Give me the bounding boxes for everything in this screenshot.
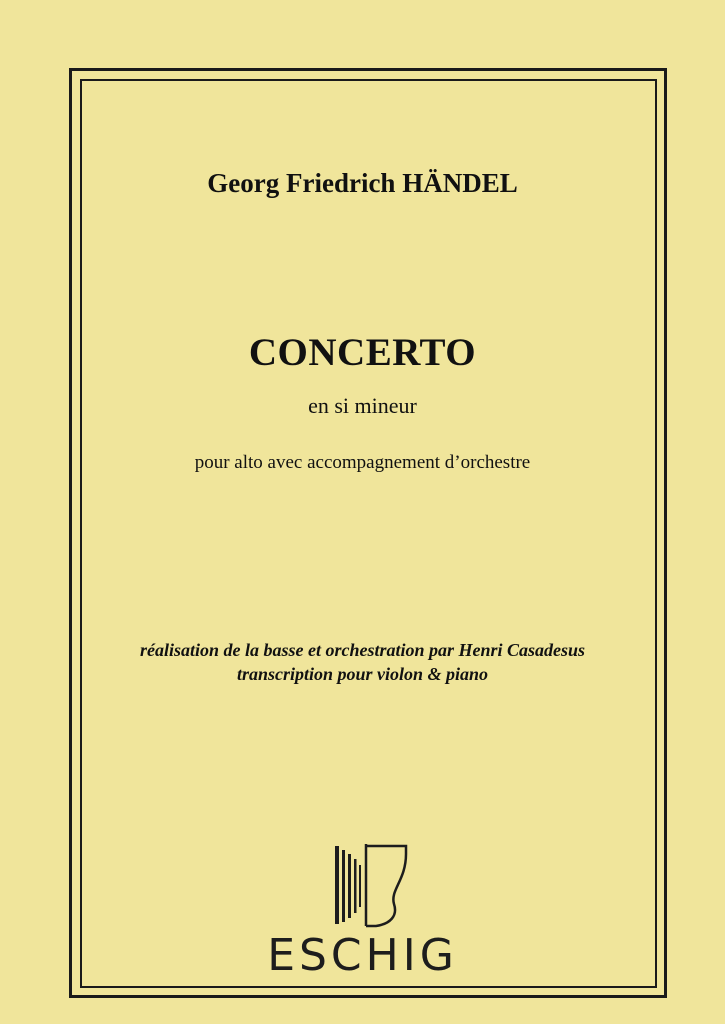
composer-name: Georg Friedrich HÄNDEL (207, 168, 518, 198)
work-key: en si mineur (308, 393, 417, 418)
publisher-name: ESCHIG (267, 930, 458, 981)
work-scoring: pour alto avec accompagnement d’orchestre (194, 452, 531, 473)
work-title: CONCERTO (248, 331, 477, 374)
transcription-credit: transcription pour violon & piano (236, 664, 489, 684)
arrangement-credit: réalisation de la basse et orchestration par Henri Casadesus (139, 640, 586, 660)
eschig-harp-logo-icon (320, 840, 416, 932)
